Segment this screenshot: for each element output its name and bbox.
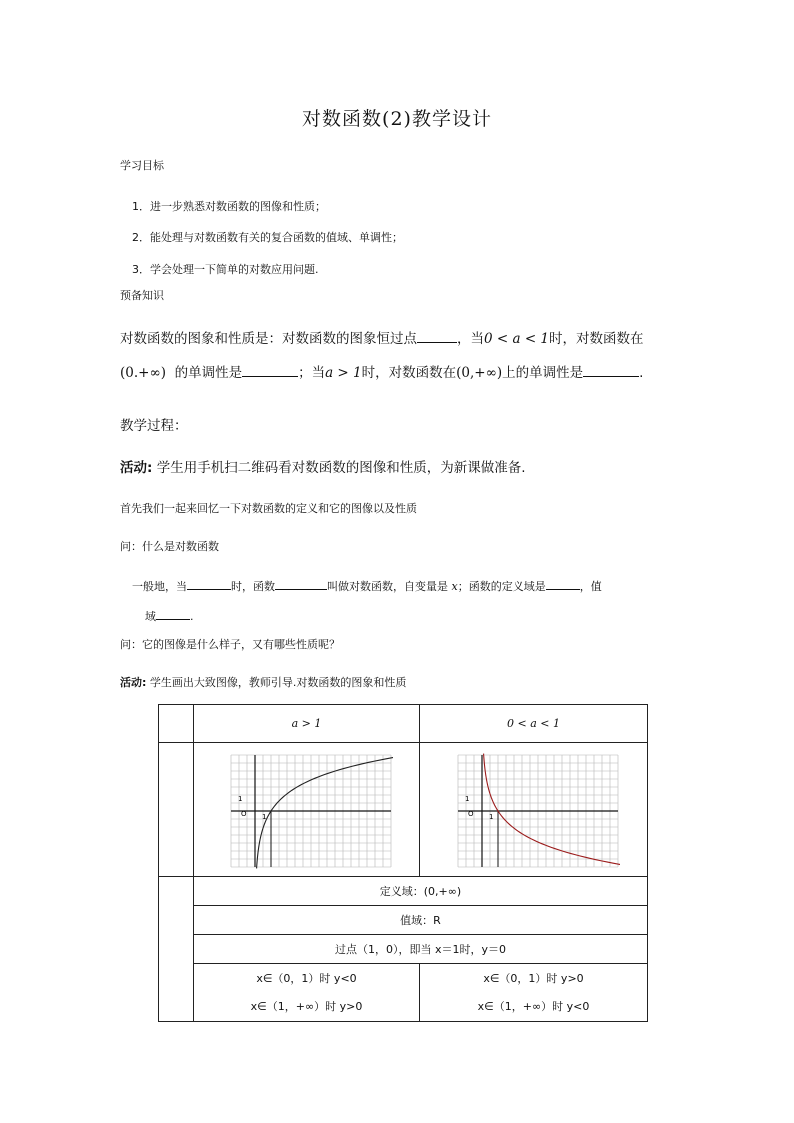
fill-blank	[275, 577, 327, 590]
definition-line-1	[132, 577, 602, 594]
activity-label: 活动:	[120, 460, 153, 476]
objective-item-2: 2．能处理与对数函数有关的复合函数的值域、单调性；	[132, 231, 403, 244]
preview-text: 上的单调性是	[502, 365, 584, 381]
preview-text: 对数函数的图象和性质是：对数函数的图象恒过点	[120, 331, 417, 347]
sign-cell-decreasing	[420, 964, 648, 1022]
preview-line-1	[120, 327, 644, 347]
graph-cell-increasing	[194, 743, 420, 877]
y-one-label: 1	[464, 794, 469, 803]
activity-label: 活动:	[120, 676, 147, 689]
domain-cell: 定义域：(0,+∞)	[194, 877, 648, 906]
activity-text: 学生画出大致图像，教师引导.对数函数的图象和性质	[149, 676, 407, 689]
fill-blank	[417, 330, 457, 343]
sign-row	[159, 964, 648, 1022]
preview-text: 的单调性是	[174, 365, 243, 381]
preview-text: ，当	[457, 331, 484, 347]
recall-text: 首先我们一起来回忆一下对数函数的定义和它的图像以及性质	[120, 502, 417, 515]
graph-row-label-cell	[159, 743, 194, 877]
definition-text: 时，函数	[231, 580, 275, 593]
fill-blank	[546, 577, 580, 590]
sign-cell-increasing	[194, 964, 420, 1022]
interval-text: (0,+∞)	[456, 365, 503, 381]
definition-text: 域	[145, 610, 156, 623]
objective-item-3: 3．学会处理一下简单的对数应用问题.	[132, 263, 319, 276]
preview-text: 时，对数函数在	[549, 331, 644, 347]
sign-line: x∈（0，1）时 y<0	[256, 971, 357, 985]
variable-text: x	[451, 580, 458, 593]
definition-text: 叫做对数函数，自变量是	[327, 580, 448, 593]
property-row-label-cell	[159, 877, 194, 1022]
process-heading: 教学过程：	[120, 418, 188, 434]
header-a-greater-than-1: a > 1	[194, 705, 420, 743]
question-2: 问：它的图像是什么样子，又有哪些性质呢？	[120, 638, 340, 651]
preview-text: ；当	[298, 365, 326, 381]
domain-row	[159, 877, 648, 906]
definition-text: ，值	[579, 580, 602, 593]
sign-line: x∈（0，1）时 y>0	[483, 971, 584, 985]
origin-label: O	[240, 809, 247, 818]
fill-blank	[187, 577, 231, 590]
question-1: 问：什么是对数函数	[120, 540, 219, 553]
fill-blank	[242, 364, 298, 377]
table-header-row	[159, 705, 648, 743]
condition-text: 0 < a < 1	[484, 331, 550, 347]
x-one-label: 1	[261, 812, 266, 821]
definition-text: .	[190, 610, 194, 623]
graph-cell-decreasing	[420, 743, 648, 877]
activity-2	[120, 674, 406, 690]
header-a-between-0-1: 0 < a < 1	[420, 705, 648, 743]
objectives-heading: 学习目标	[120, 159, 164, 172]
preview-text: 时，对数函数在	[361, 365, 457, 381]
origin-label: O	[467, 809, 474, 818]
condition-text: a > 1	[325, 365, 362, 381]
preview-text: .	[639, 365, 644, 381]
sign-line: x∈（1，+∞）时 y<0	[477, 999, 590, 1013]
activity-text: 学生用手机扫二维码看对数函数的图像和性质，为新课做准备.	[156, 460, 526, 476]
x-one-label: 1	[488, 812, 493, 821]
definition-text: ；函数的定义域是	[457, 580, 546, 593]
sign-line: x∈（1，+∞）时 y>0	[250, 999, 363, 1013]
range-cell: 值域：R	[194, 906, 648, 935]
log-graph-increasing	[221, 749, 393, 871]
fixed-point-cell: 过点（1，0），即当 x＝1时，y＝0	[194, 935, 648, 964]
fixed-point-row	[159, 935, 648, 964]
y-one-label: 1	[237, 794, 242, 803]
activity-1	[120, 456, 526, 476]
properties-table	[158, 704, 648, 1022]
log-graph-decreasing	[448, 749, 620, 871]
definition-line-2	[145, 607, 194, 624]
decreasing-log-curve	[483, 753, 619, 865]
preview-line-2	[120, 361, 643, 381]
increasing-log-curve	[256, 756, 392, 868]
page-title: 对数函数(2)教学设计	[302, 108, 492, 130]
preview-heading: 预备知识	[120, 289, 164, 302]
graph-row	[159, 743, 648, 877]
table-corner-cell	[159, 705, 194, 743]
range-row	[159, 906, 648, 935]
fill-blank	[156, 607, 190, 620]
fill-blank	[583, 364, 639, 377]
definition-text: 一般地，当	[132, 580, 187, 593]
objective-item-1: 1．进一步熟悉对数函数的图像和性质；	[132, 200, 326, 213]
interval-text: (0.+∞)	[120, 365, 166, 381]
